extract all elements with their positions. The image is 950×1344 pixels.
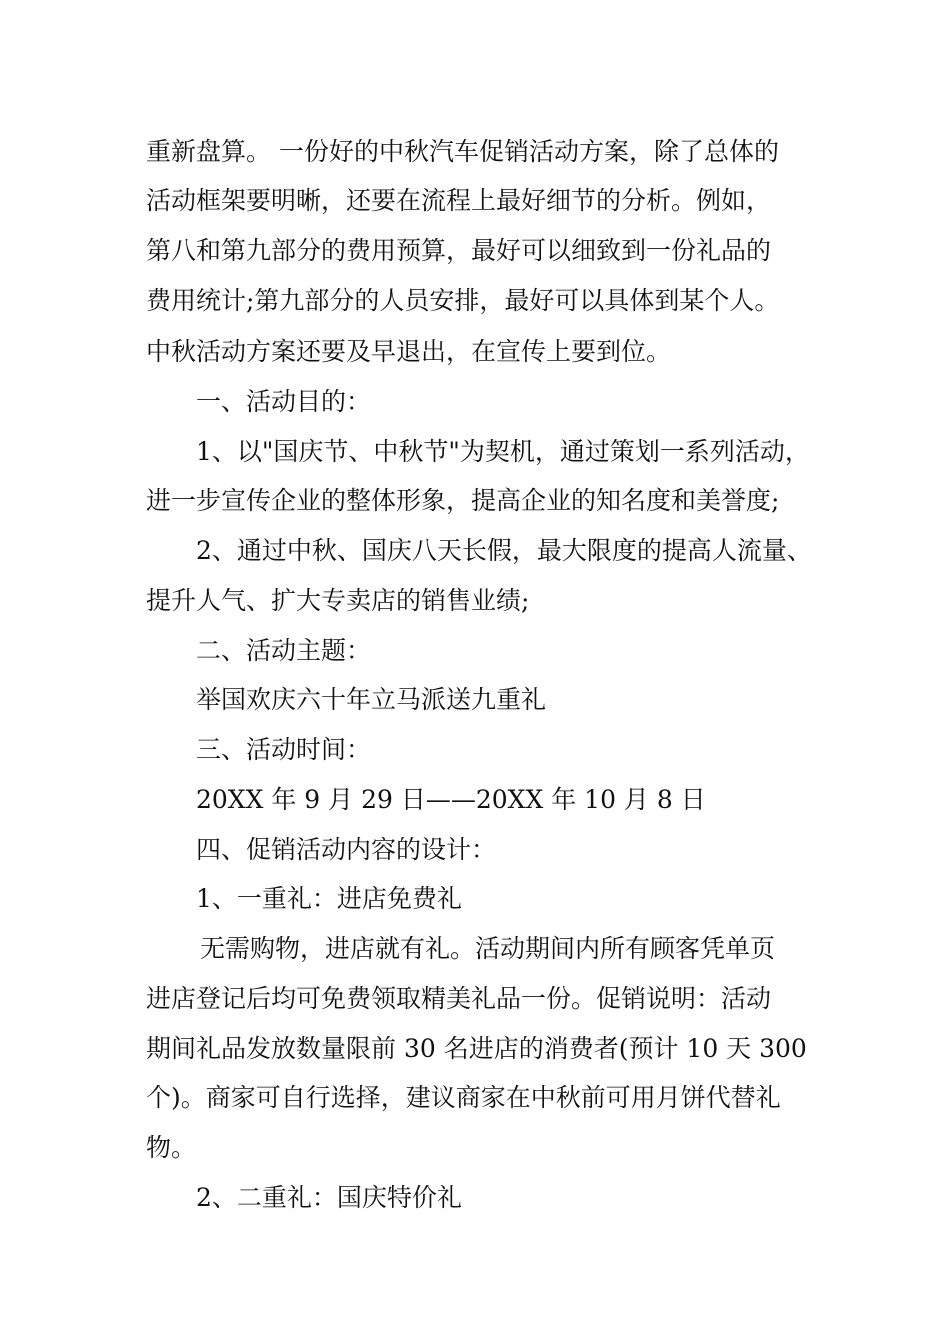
paragraph-line: 第八和第九部分的费用预算，最好可以细致到一份礼品的 [146,236,772,265]
paragraph-line: 费用统计;第九部分的人员安排，最好可以具体到某个人。 [146,286,780,315]
paragraph-line: 无需购物，进店就有礼。活动期间内所有顾客凭单页 [200,934,776,963]
section-heading: 三、活动时间： [196,735,372,764]
section-heading: 二、活动主题： [196,636,372,665]
list-item: 1、一重礼：进店免费礼 [196,884,462,913]
paragraph-line: 举国欢庆六十年立马派送九重礼 [196,685,547,714]
list-item: 1、以"国庆节、中秋节"为契机，通过策划一系列活动， [196,437,810,466]
paragraph-line: 个)。商家可自行选择，建议商家在中秋前可用月饼代替礼 [146,1083,781,1112]
paragraph-line: 进一步宣传企业的整体形象，提高企业的知名度和美誉度; [146,486,780,515]
paragraph-line: 重新盘算。 一份好的中秋汽车促销活动方案，除了总体的 [146,137,779,166]
date-range: 20XX 年 9 月 29 日——20XX 年 10 月 8 日 [196,785,706,814]
paragraph-line: 中秋活动方案还要及早退出，在宣传上要到位。 [146,337,672,366]
paragraph-line: 期间礼品发放数量限前 30 名进店的消费者(预计 10 天 300 [146,1034,807,1063]
paragraph-line: 物。 [146,1133,197,1162]
list-item: 2、二重礼：国庆特价礼 [196,1183,462,1212]
section-heading: 四、促销活动内容的设计： [196,835,497,864]
paragraph-line: 活动框架要明晰，还要在流程上最好细节的分析。例如， [146,186,772,215]
section-heading: 一、活动目的： [196,387,372,416]
paragraph-line: 进店登记后均可免费领取精美礼品一份。促销说明：活动 [146,984,772,1013]
paragraph-line: 提升人气、扩大专卖店的销售业绩; [146,586,530,615]
list-item: 2、通过中秋、国庆八天长假，最大限度的提高人流量、 [196,536,812,565]
